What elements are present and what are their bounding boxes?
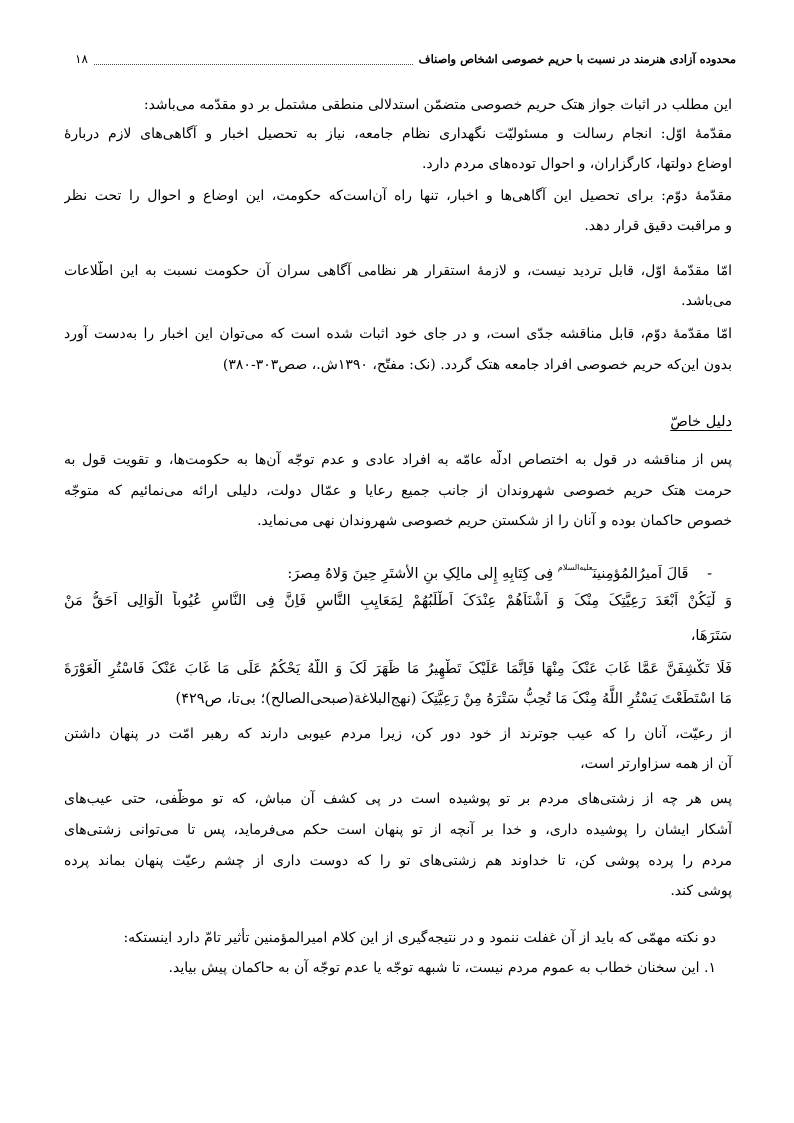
- translation-line: از رعیّت، آنان را که عیب جوترند از خود دور کن، زیرا مردم عیوبی دارند که رهبر امّت در پنهان داشتن: [64, 726, 732, 742]
- paragraph-line: امّا مقدّمهٔ اوّل، قابل تردید نیست، و لازمهٔ استقرار هر نظامی آگاهی سران آن حکومت نسبت به این اطّلاعات: [64, 263, 732, 279]
- quote-line: وَ لْیَکُنْ اَبْعَدَ رَعِیَّتِکَ مِنْکَ وَ اَشْنَاَهُمْ عِنْدَکَ اَطْلَبُهُمْ لِمَعَایِبِ النَّاسِ فَاِنَّ فِی النَّاسِ عُیُوباً الْوَالِی اَحَقُّ مَنْ: [64, 593, 732, 609]
- paragraph-line: مقدّمهٔ اوّل: انجام رسالت و مسئولیّت نگهداری نظام جامعه، نیاز به تحصیل اخبار و آگاهی‌های لازم دربارهٔ: [64, 126, 732, 142]
- paragraph-line: بدون این‌که حریم خصوصی افراد جامعه هتک گردد. (نک: مفتّح، ۱۳۹۰ش.، صص۳۰۳-۳۸۰): [222, 357, 732, 373]
- section-heading: دلیل خاصّ: [670, 414, 732, 430]
- numbered-item: [169, 958, 716, 978]
- conclusion-intro: دو نکته مهمّی که باید از آن غفلت ننمود و در نتیجه‌گیری از این کلام امیرالمؤمنین تأثیر تامّ دارد اینستکه:: [123, 930, 716, 946]
- paragraph-line: این مطلب در اثبات جواز هتک حریم خصوصی متضمّن استدلالی منطقی مشتمل بر دو مقدّمه می‌باشد:: [143, 97, 732, 113]
- translation-line: آن از همه سزاوارتر است،: [580, 756, 732, 772]
- paragraph-line: حرمت هتک حریم خصوصی شهروندان از جانب جمیع رعایا و عمّال دولت، دلیلی ارائه می‌نمائیم که متوجّه: [64, 483, 732, 499]
- paragraph-line: اوضاع دولتها، کارگزاران، و احوال توده‌های مردم دارد.: [421, 156, 732, 172]
- bullet-dash: -: [707, 566, 712, 582]
- paragraph-line: خصوص حاکمان بوده و آنان را از شکستن حریم خصوصی شهروندان نهی می‌نماید.: [257, 513, 732, 529]
- paragraph-line: پس از مناقشه در قول به اختصاص ادلّه عامّه به افراد عادی و عدم توجّه آن‌ها به حکومت‌ها، و تقویت قول به: [64, 452, 732, 468]
- item-text: این سخنان خطاب به عموم مردم نیست، تا شبهه توجّه یا عدم توجّه آن به حاکمان پیش بیاید.: [168, 960, 700, 976]
- header-leader-dots: [94, 54, 413, 65]
- paragraph-line: و مراقبت دقیق قرار دهد.: [584, 218, 732, 234]
- page-number: ۱۸: [75, 52, 88, 66]
- translation-line: مردم را پرده پوشی کن، تا خداوند هم زشتی‌های تو را که دوست داری از چشم رعیّت پنهان بماند پرده: [64, 853, 732, 869]
- translation-line: پوشی کند.: [670, 883, 732, 899]
- quote-context: فِی کِتَابِهِ إِلی مالِکِ بنِ الأشتَرِ حِینَ وَلاهُ مِصرَ:: [287, 566, 554, 582]
- quote-line: فَلَا تَکْشِفَنَّ عَمَّا غَابَ عَنْکَ مِنْهَا فَاِنَّمَا عَلَیْکَ تَطْهِیرُ مَا ظَهَرَ لَکَ وَ اللَّهُ یَحْکُمُ عَلَی مَا غَابَ عَنْکَ فَاسْتُرِ الْعَوْرَةَ: [64, 661, 732, 677]
- item-number: ۱.: [704, 960, 716, 976]
- header-title: محدوده آزادی هنرمند در نسبت با حریم خصوصی اشخاص واصناف: [418, 52, 736, 66]
- paragraph-line: می‌باشد.: [681, 293, 732, 309]
- paragraph-line: امّا مقدّمهٔ دوّم، قابل مناقشه جدّی است، و در جای خود اثبات شده است که می‌توان این اخبار را به‌دست آورد: [64, 326, 732, 342]
- quote-speaker: قَالَ اَمیرُالمُؤمِنینَ: [592, 566, 689, 582]
- translation-line: آشکار ایشان را پوشیده داری، و خدا بر آنچه از تو پنهان است حکم می‌فرماید، پس تا می‌توانی زشتی‌های: [64, 822, 732, 838]
- paragraph-line: مقدّمهٔ دوّم: برای تحصیل این آگاهی‌ها و اخبار، تنها راه آن‌است‌که حکومت، این اوضاع و احوال را تحت نظر: [64, 188, 732, 204]
- quote-line: سَتَرَهَا،: [690, 628, 732, 644]
- quote-citation-line: مَا اسْتَطَعْتَ یَسْتُرِ اللَّهُ مِنْکَ مَا تُحِبُّ سَتْرَهُ مِنْ رَعِیَّتِکَ (نهج‌البلاغة(صبحی‌الصالح)؛ بی‌تا، ص۴۲۹): [175, 691, 732, 707]
- running-header: [75, 50, 736, 68]
- quote-intro: [287, 558, 712, 584]
- translation-line: پس هر چه از زشتی‌های مردم بر تو پوشیده است در پی کشف آن مباش، که تو موظّفی، حتی عیب‌های: [64, 791, 732, 807]
- honorific: علیه‌السلام: [557, 563, 593, 572]
